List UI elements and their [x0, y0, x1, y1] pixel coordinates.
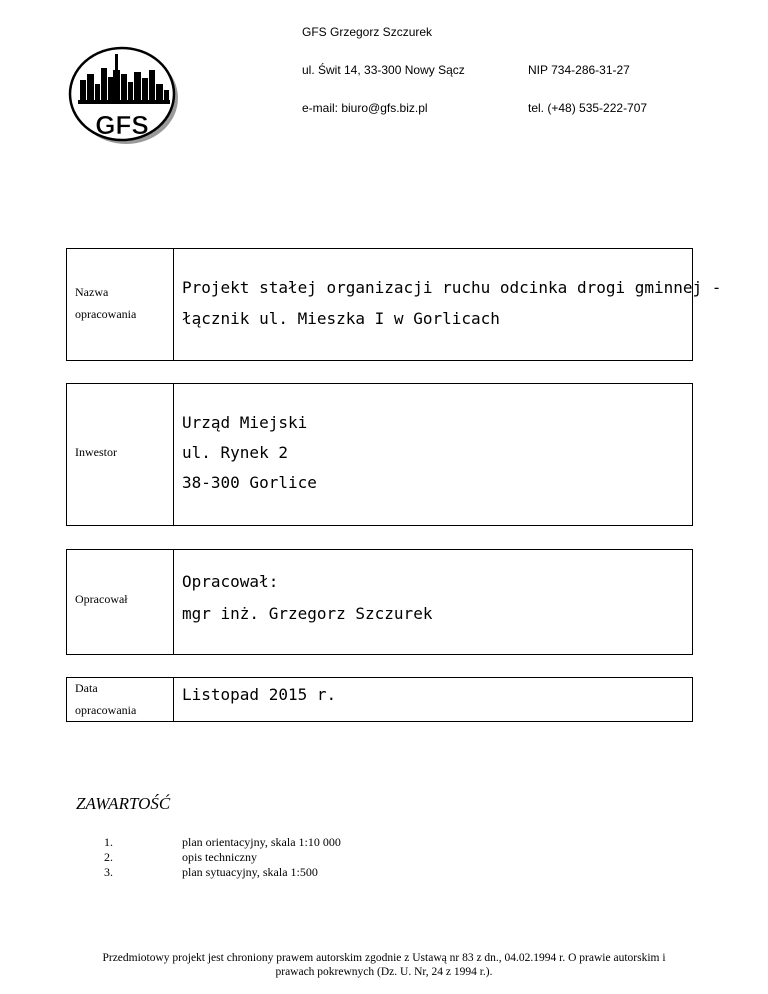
box-divider: [173, 384, 174, 525]
company-phone: tel. (+48) 535-222-707: [528, 101, 648, 115]
investor-city: 38-300 Gorlice: [182, 473, 317, 492]
svg-text:GFS: GFS: [95, 110, 149, 140]
company-name: GFS Grzegorz Szczurek: [302, 25, 433, 39]
list-item-number: 3.: [104, 865, 113, 879]
copyright-footer: [40, 951, 728, 979]
list-item: plan sytuacyjny, skala 1:500: [182, 865, 318, 879]
box-divider: [173, 550, 174, 654]
list-item: plan orientacyjny, skala 1:10 000: [182, 835, 341, 849]
project-name-box: [66, 248, 722, 361]
author-heading: Opracował:: [182, 572, 279, 591]
author-label: Opracował: [75, 592, 128, 606]
date-box: [66, 677, 693, 722]
company-nip: NIP 734-286-31-27: [528, 63, 630, 77]
footer-line-1: Przedmiotowy projekt jest chroniony prawem autorskim zgodnie z Ustawą nr 83 z dn., 04.02.1994 r. O prawie autorskim i: [102, 952, 666, 964]
project-name-line-2: łącznik ul. Mieszka I w Gorlicach: [182, 309, 500, 328]
box-divider: [173, 678, 174, 721]
list-item: opis techniczny: [182, 850, 257, 864]
footer-line-2: prawach pokrewnych (Dz. U. Nr, 24 z 1994 r.).: [275, 966, 493, 978]
company-logo: [66, 44, 182, 148]
investor-name: Urząd Miejski: [182, 413, 308, 432]
list-item-number: 1.: [104, 835, 113, 849]
investor-label: Inwestor: [75, 445, 117, 459]
date-value: Listopad 2015 r.: [182, 685, 337, 704]
contents-title: ZAWARTOŚĆ: [76, 794, 171, 813]
project-name-line-1: Projekt stałej organizacji ruchu odcinka drogi gminnej -: [182, 278, 722, 297]
date-label: Data: [75, 681, 98, 695]
company-email: e-mail: biuro@gfs.biz.pl: [302, 101, 428, 115]
list-item-number: 2.: [104, 850, 113, 864]
date-label-2: opracowania: [75, 703, 137, 717]
investor-street: ul. Rynek 2: [182, 443, 288, 462]
box-divider: [173, 249, 174, 360]
author-name: mgr inż. Grzegorz Szczurek: [182, 604, 433, 623]
company-address: ul. Świt 14, 33-300 Nowy Sącz: [302, 63, 465, 77]
investor-box: [66, 383, 693, 526]
project-name-label-2: opracowania: [75, 307, 137, 321]
project-name-label: Nazwa: [75, 285, 109, 299]
author-box: [66, 549, 693, 655]
